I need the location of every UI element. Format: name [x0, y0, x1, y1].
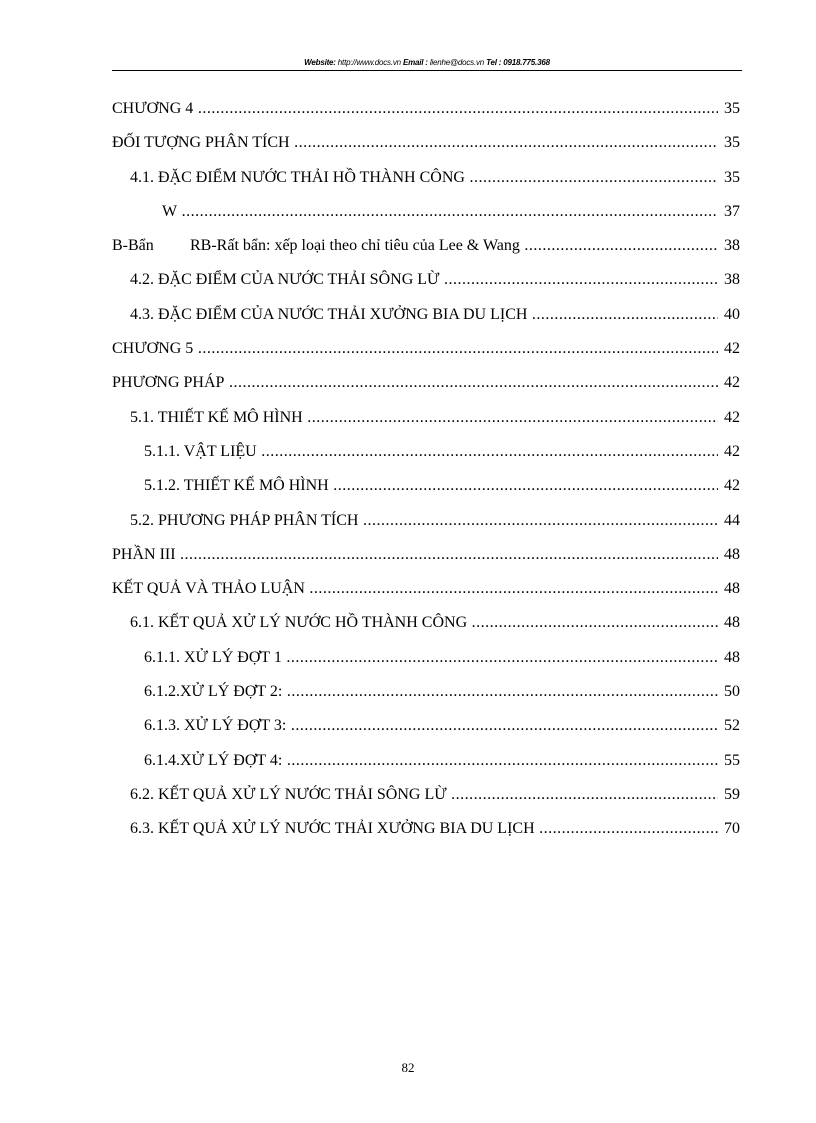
toc-entry-label: 4.2. ĐẶC ĐIỂM CỦA NƯỚC THẢI SÔNG LỪ ..... [130, 263, 718, 297]
page-number: 82 [401, 1060, 415, 1075]
toc-entry-page: 48 [723, 538, 740, 572]
toc-entry[interactable] [112, 469, 740, 503]
toc-entry[interactable] [112, 812, 740, 846]
toc-entry-label: CHƯƠNG 5 ..... [112, 332, 718, 366]
toc-entry[interactable] [112, 195, 740, 229]
toc-entry-page: 52 [723, 709, 740, 743]
toc-entry-label: 5.1.2. THIẾT KẾ MÔ HÌNH ..... [144, 469, 718, 503]
toc-entry[interactable] [112, 675, 740, 709]
toc-entry-page: 42 [723, 435, 740, 469]
toc-entry-label: W ..... [162, 195, 718, 229]
toc-entry-page: 50 [723, 675, 740, 709]
email-address[interactable]: lienhe@docs.vn [429, 58, 485, 67]
tel-label: Tel : [486, 58, 502, 67]
toc-entry-page: 42 [723, 366, 740, 400]
toc-entry[interactable] [112, 229, 740, 263]
toc-entry-prefix: B-Bẩn [112, 237, 154, 255]
toc-entry[interactable] [112, 435, 740, 469]
toc-entry-label: KẾT QUẢ VÀ THẢO LUẬN ..... [112, 572, 718, 606]
toc-entry[interactable] [112, 332, 740, 366]
toc-entry-page: 48 [723, 572, 740, 606]
toc-entry[interactable] [112, 778, 740, 812]
header-rule [112, 70, 742, 71]
toc-entry-label: PHẦN III ..... [112, 538, 718, 572]
email-label: Email : [402, 58, 428, 67]
toc-entry[interactable] [112, 263, 740, 297]
toc-entry-page: 59 [723, 778, 740, 812]
toc-entry-label: 6.2. KẾT QUẢ XỬ LÝ NƯỚC THẢI SÔNG LỪ ..... [130, 778, 718, 812]
toc-entry-label: 6.1.4.XỬ LÝ ĐỢT 4: ..... [144, 744, 718, 778]
toc-entry-label: 6.1.2.XỬ LÝ ĐỢT 2: ..... [144, 675, 718, 709]
toc-entry-page: 48 [723, 641, 740, 675]
toc-entry-label: 6.1. KẾT QUẢ XỬ LÝ NƯỚC HỒ THÀNH CÔNG ..... [130, 606, 718, 640]
toc-entry-label: 6.1.3. XỬ LÝ ĐỢT 3: ..... [144, 709, 718, 743]
toc-entry-page: 42 [723, 469, 740, 503]
toc-entry[interactable] [112, 126, 740, 160]
website-label: Website: [304, 58, 336, 67]
toc-entry-page: 40 [723, 298, 740, 332]
toc-entry-page: 42 [723, 401, 740, 435]
toc-entry-label: RB-Rất bẩn: xếp loại theo chỉ tiêu của Lee & Wang ..... [190, 229, 718, 263]
toc-entry[interactable] [112, 538, 740, 572]
toc-entry[interactable] [112, 92, 740, 126]
toc-entry-page: 55 [723, 744, 740, 778]
toc-entry-label: PHƯƠNG PHÁP ..... [112, 366, 718, 400]
toc-entry-page: 35 [723, 161, 740, 195]
toc-entry[interactable] [112, 504, 740, 538]
toc-entry-page: 35 [723, 126, 740, 160]
toc-entry-page: 70 [723, 812, 740, 846]
toc-entry[interactable] [112, 161, 740, 195]
toc-entry-page: 38 [723, 229, 740, 263]
toc-entry-page: 37 [723, 195, 740, 229]
toc-entry-label: 5.2. PHƯƠNG PHÁP PHÂN TÍCH ..... [130, 504, 718, 538]
toc-entry[interactable] [112, 709, 740, 743]
toc-entry[interactable] [112, 298, 740, 332]
tel-number: 0918.775.368 [503, 58, 550, 67]
toc-entry-page: 48 [723, 606, 740, 640]
toc-entry-page: 44 [723, 504, 740, 538]
toc-entry[interactable] [112, 401, 740, 435]
page-header [112, 58, 742, 67]
toc-entry-label: 5.1. THIẾT KẾ MÔ HÌNH ..... [130, 401, 718, 435]
toc-entry[interactable] [112, 366, 740, 400]
toc-entry[interactable] [112, 572, 740, 606]
toc-entry-page: 35 [723, 92, 740, 126]
toc-entry-label: ĐỐI TƯỢNG PHÂN TÍCH ..... [112, 126, 718, 160]
toc-entry-label: 4.3. ĐẶC ĐIỂM CỦA NƯỚC THẢI XƯỞNG BIA DU LỊCH ..... [130, 298, 718, 332]
toc-entry-page: 42 [723, 332, 740, 366]
toc-entry-label: 6.3. KẾT QUẢ XỬ LÝ NƯỚC THẢI XƯỞNG BIA DU LỊCH ..... [130, 812, 718, 846]
toc-entry-label: 4.1. ĐẶC ĐIỂM NƯỚC THẢI HỒ THÀNH CÔNG ..... [130, 161, 718, 195]
toc-entry-label: CHƯƠNG 4 ..... [112, 92, 718, 126]
toc-entry[interactable] [112, 606, 740, 640]
table-of-contents [112, 92, 740, 847]
toc-entry[interactable] [112, 744, 740, 778]
toc-entry-label: 5.1.1. VẬT LIỆU ..... [144, 435, 718, 469]
website-url[interactable]: http://www.docs.vn [337, 58, 401, 67]
toc-entry[interactable] [112, 641, 740, 675]
toc-entry-label: 6.1.1. XỬ LÝ ĐỢT 1 ..... [144, 641, 718, 675]
toc-entry-page: 38 [723, 263, 740, 297]
